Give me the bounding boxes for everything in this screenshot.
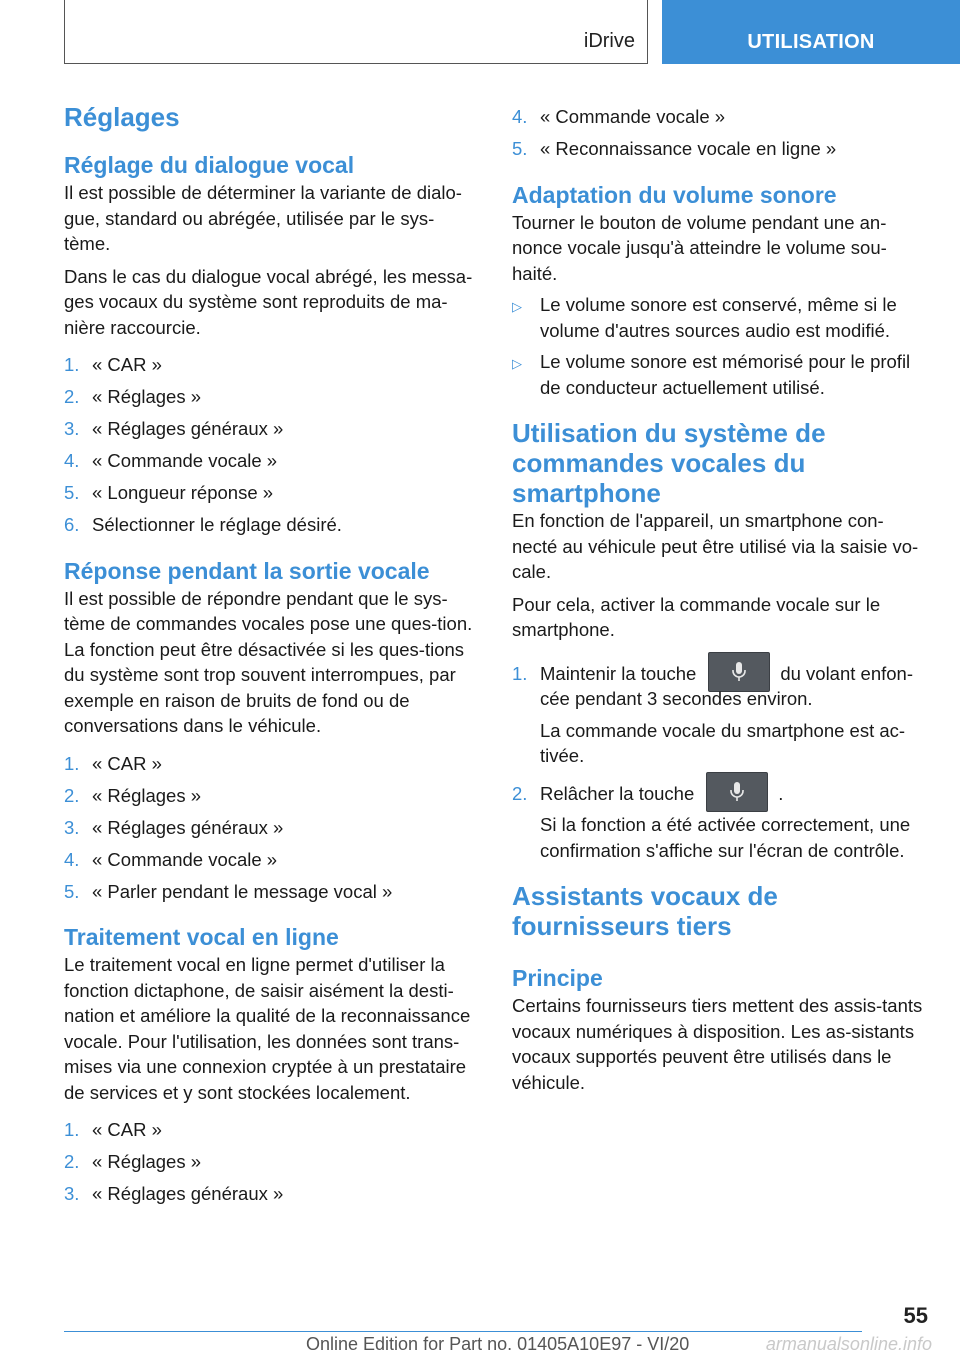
paragraph: En fonction de l'appareil, un smartphone con-necté au véhicule peut être utilisé via la saisie vo-cale. (512, 510, 919, 582)
heading-third-party: Assistants vocaux de fournisseurs tiers (512, 881, 778, 941)
paragraph: Certains fournisseurs tiers mettent des assis-tants vocaux numériques à disposition. Les as-sistants vocaux supportés peuvent être utilisés dans le véhicule. (512, 995, 923, 1093)
steps-list (512, 104, 926, 162)
list-item (64, 1181, 478, 1207)
bullet-list (512, 292, 926, 400)
list-item (512, 292, 926, 343)
voice-button (706, 772, 768, 812)
header-chapter-box (64, 0, 648, 64)
paragraph: Dans le cas du dialogue vocal abrégé, les messa-ges vocaux du système sont reproduits de ma-nière raccourcie. (64, 265, 473, 338)
bullet-text: Le volume sonore est conservé, même si le volume d'autres sources audio est modifié. (540, 294, 897, 341)
list-item (512, 661, 926, 769)
step-number: 3. (64, 1183, 80, 1204)
footer-edition: Online Edition for Part no. 01405A10E97 - VI/20 (306, 1334, 690, 1354)
list-item (512, 136, 926, 162)
microphone-icon (728, 780, 746, 804)
step-number: 1. (64, 1119, 80, 1140)
step-body (540, 661, 926, 769)
paragraph: Il est possible de déterminer la variante de dialo-gue, standard ou abrégée, utilisée par le sys-tème. (64, 182, 462, 254)
section-volume (512, 180, 926, 401)
list-item (64, 783, 478, 809)
list-item (64, 879, 478, 905)
step-text: « Commande vocale » (92, 450, 278, 471)
step-body (540, 781, 926, 864)
section-online (64, 922, 478, 1207)
triangle-right-icon: ▷ (512, 299, 522, 314)
paragraph: Le traitement vocal en ligne permet d'utiliser la fonction dictaphone, de saisir aisément la desti-nation et améliore la qualité de la reconnaissance vocale. Pour l'utilisation, les données sont trans-mises via une connexion cryptée à un prestataire de services et y sont stockées localement. (64, 954, 471, 1103)
watermark: armanualsonline.info (765, 1334, 932, 1354)
footer-divider (64, 1331, 862, 1332)
step-text: « Réglages généraux » (92, 816, 284, 838)
list-item (64, 1149, 478, 1175)
step-text: « Réglages » (92, 386, 202, 407)
step-number: 2. (64, 784, 80, 806)
step-number: 2. (64, 1151, 80, 1172)
step-text: « CAR » (92, 354, 162, 375)
steps-list (64, 751, 478, 905)
step-number: 1. (64, 354, 80, 375)
heading-dialogue: Réglage du dialogue vocal (64, 152, 355, 178)
step-number: 4. (64, 848, 80, 870)
page-title: Réglages (64, 102, 180, 132)
step-text: Relâcher la touche (540, 782, 695, 804)
list-item (64, 352, 478, 378)
step-number: 3. (64, 418, 80, 439)
heading-principe: Principe (512, 965, 603, 991)
heading-volume: Adaptation du volume sonore (512, 181, 837, 208)
step-number: 6. (64, 514, 80, 535)
step-text: « Réglages généraux » (92, 418, 284, 439)
section-dialogue (64, 150, 478, 538)
bullet-text: Le volume sonore est mémorisé pour le profil de conducteur actuellement utilisé. (540, 351, 911, 398)
steps-list (512, 661, 926, 864)
chapter-title: iDrive (583, 30, 635, 52)
list-item (64, 1117, 478, 1143)
step-number: 4. (512, 106, 528, 127)
steps-list (64, 1117, 478, 1207)
page-number: 55 (903, 1303, 928, 1328)
section-response (64, 556, 478, 905)
heading-smartphone: Utilisation du système de commandes vocales du smartphone (512, 418, 826, 508)
microphone-icon (730, 660, 748, 684)
step-subtext: La commande vocale du smartphone est ac-tivée. (540, 719, 906, 766)
list-item (512, 781, 926, 864)
paragraph: Tourner le bouton de volume pendant une an-nonce vocale jusqu'à atteindre le volume sou-haité. (512, 211, 887, 284)
list-item (64, 847, 478, 873)
step-text: « Réglages généraux » (92, 1183, 284, 1204)
step-number: 5. (512, 138, 528, 159)
step-text: « Longueur réponse » (92, 482, 274, 503)
step-number: 1. (512, 662, 528, 684)
step-number: 1. (64, 752, 80, 774)
step-text: « CAR » (92, 752, 162, 774)
triangle-right-icon: ▷ (512, 356, 522, 371)
list-item (512, 349, 926, 400)
step-text: « Commande vocale » (540, 106, 726, 127)
step-text: . (778, 782, 784, 804)
heading-online: Traitement vocal en ligne (64, 924, 339, 950)
list-item (64, 416, 478, 442)
step-text: Maintenir la touche (540, 662, 697, 684)
step-text: « Réglages » (92, 1151, 202, 1172)
step-number: 4. (64, 450, 80, 471)
list-item (64, 480, 478, 506)
list-item (64, 512, 478, 538)
step-text: Sélectionner le réglage désiré. (92, 514, 342, 535)
section-smartphone (512, 418, 926, 863)
step-number: 5. (64, 482, 80, 503)
list-item (512, 104, 926, 130)
voice-button (708, 652, 770, 692)
paragraph: Il est possible de répondre pendant que le sys-tème de commandes vocales pose une ques-tion. La fonction peut être désactivée si les ques-tions du système sont trop souvent interrompues, par exemple en raison de bruits de fond ou de conversations dans le véhicule. (64, 587, 473, 736)
list-item (64, 448, 478, 474)
list-item (64, 815, 478, 841)
section-tab: UTILISATION (662, 0, 960, 64)
step-subtext: Si la fonction a été activée correctement, une confirmation s'affiche sur l'écran de contrôle. (540, 814, 911, 861)
step-number: 5. (64, 880, 80, 902)
step-number: 3. (64, 816, 80, 838)
right-column (512, 100, 926, 1095)
step-text: « Parler pendant le message vocal » (92, 880, 393, 902)
section-third-party (512, 881, 926, 1095)
step-number: 2. (64, 386, 80, 407)
step-text: « CAR » (92, 1119, 162, 1140)
left-column (64, 100, 478, 1213)
step-text: du volant enfon-cée pendant 3 secondes environ. (540, 662, 913, 709)
step-text: « Réglages » (92, 784, 202, 806)
steps-list (64, 352, 478, 538)
step-number: 2. (512, 782, 528, 804)
heading-response: Réponse pendant la sortie vocale (64, 557, 430, 584)
list-item (64, 384, 478, 410)
step-text: « Commande vocale » (92, 848, 278, 870)
step-text: « Reconnaissance vocale en ligne » (540, 138, 837, 159)
paragraph: Pour cela, activer la commande vocale sur le smartphone. (512, 593, 881, 640)
list-item (64, 751, 478, 777)
